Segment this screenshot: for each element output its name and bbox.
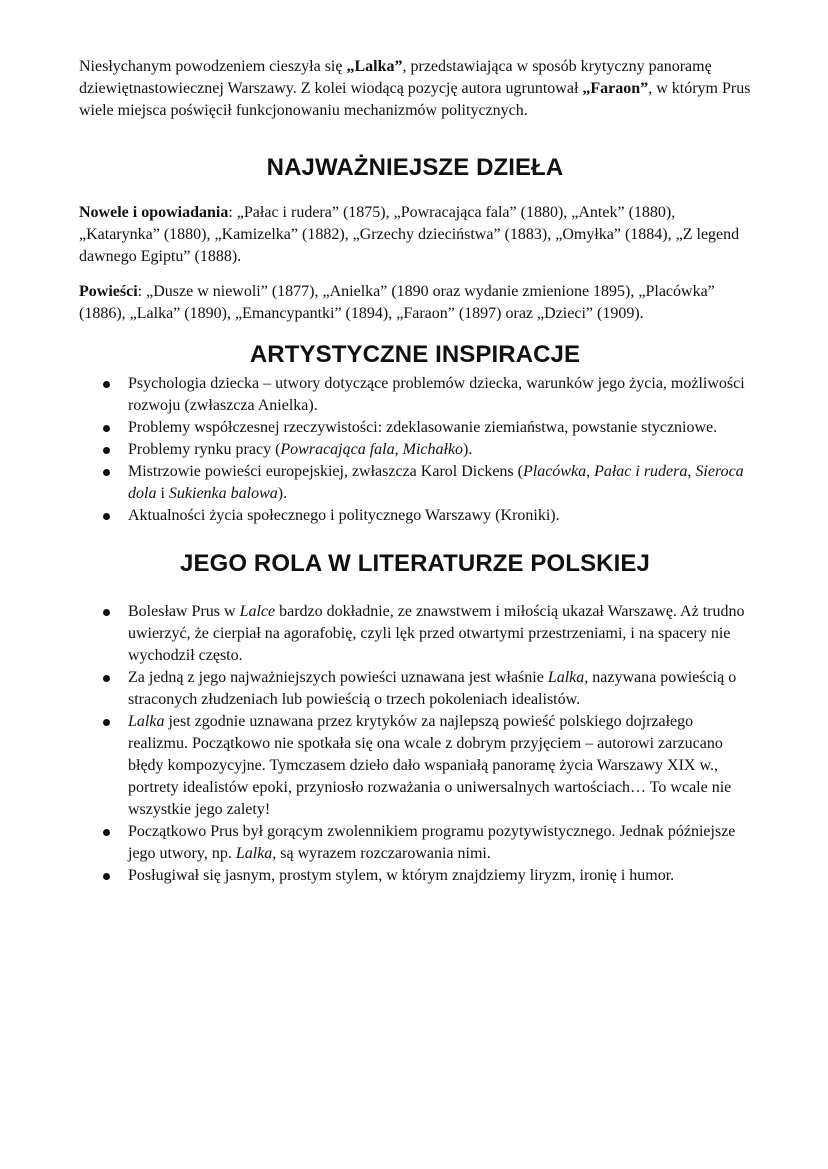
bullet-icon [103, 425, 110, 432]
bullet-icon [103, 447, 110, 454]
separator-text: ). [277, 485, 288, 502]
inspiration-text: Mistrzowie powieści europejskiej, zwłaszcza Karol Dickens ( [128, 463, 523, 480]
intro-paragraph [79, 56, 751, 122]
intro-text-1: Niesłychanym powodzeniem cieszyła się [79, 58, 347, 75]
list-item [79, 417, 751, 439]
bullet-icon [103, 873, 110, 880]
role-text: jest zgodnie uznawana przez krytyków za najlepszą powieść polskiego dojrzałego realizmu. Początkowo nie spotkała się ona wcale z dobrym przyjęciem – autorowi zarzucano błędy kompozycyjne. Tymczasem dzieło dało wspaniałą panoramę życia Warszawy XIX w., portrety idealistów epoki, przyniosło rozważania o uniwersalnych wartościach… To wcale nie wszystkie jego zalety! [128, 713, 732, 818]
role-text: , są wyrazem rozczarowania nimi. [272, 845, 491, 862]
work-title: Sukienka balowa [168, 485, 278, 502]
separator-text: i [156, 485, 169, 502]
work-title: Sieroca dola [128, 463, 744, 502]
document-page [79, 56, 751, 887]
separator-text: , [394, 441, 403, 458]
role-text: bardzo dokładnie, ze znawstwem i miłością ukazał Warszawę. Aż trudno uwierzyć, że cierpiał na agorafobię, czyli lęk przed otwartymi przestrzeniami, i na spacery nie wychodził często. [128, 603, 745, 664]
list-item [79, 373, 751, 417]
list-item [79, 821, 751, 865]
bullet-icon [103, 609, 110, 616]
inspiration-text: Psychologia dziecka – utwory dotyczące problemów dziecka, warunków jego życia, możliwości rozwoju (zwłaszcza Anielka). [128, 375, 745, 414]
nowele-label: Nowele i opowiadania [79, 204, 229, 221]
work-title: Powracająca fala [280, 441, 395, 458]
separator-text: , [586, 463, 595, 480]
list-item [79, 505, 751, 527]
bullet-icon [103, 381, 110, 388]
work-title: Lalka [128, 713, 165, 730]
intro-text-3: , w którym Prus wiele miejsca poświęcił funkcjonowaniu mechanizmów politycznych. [79, 80, 751, 119]
powiesci-label: Powieści [79, 283, 138, 300]
bullet-icon [103, 513, 110, 520]
separator-text: , [687, 463, 696, 480]
bullet-icon [103, 719, 110, 726]
role-list [79, 601, 751, 887]
bullet-icon [103, 829, 110, 836]
list-item [79, 667, 751, 711]
inspiration-text: Problemy rynku pracy ( [128, 441, 281, 458]
work-title: Placówka [522, 463, 587, 480]
nowele-text: : „Pałac i rudera” (1875), „Powracająca fala” (1880), „Antek” (1880), „Katarynka” (1880), „Kamizelka” (1882), „Grzechy dzieciństwa” (1883), „Omyłka” (1884), „Z legend dawnego Egiptu” (1888). [79, 204, 740, 265]
list-item [79, 601, 751, 667]
list-item [79, 711, 751, 821]
inspiration-text: Problemy współczesnej rzeczywistości: zdeklasowanie ziemiaństwa, powstanie styczniowe. [128, 419, 718, 436]
role-text: Posługiwał się jasnym, prostym stylem, w którym znajdziemy liryzm, ironię i humor. [128, 867, 675, 884]
work-title: Pałac i rudera [594, 463, 688, 480]
role-text: Bolesław Prus w [128, 603, 240, 620]
inspiration-text: Aktualności życia społecznego i politycznego Warszawy (Kroniki). [128, 507, 560, 524]
work-title: Lalka, [547, 669, 589, 686]
list-item [79, 865, 751, 887]
bullet-icon [103, 675, 110, 682]
list-item [79, 461, 751, 505]
powiesci-paragraph [79, 281, 751, 325]
intro-text-2: , przedstawiająca w sposób krytyczny panoramę dziewiętnastowiecznej Warszawy. Z kolei wiodącą pozycję autora ugruntował [79, 58, 712, 97]
role-heading: JEGO ROLA W LITERATURZE POLSKIEJ [180, 550, 650, 577]
inspirations-list [79, 373, 751, 527]
role-text: nazywana powieścią o straconych złudzeniach lub powieścią o trzech pokoleniach idealistów. [128, 669, 737, 708]
works-heading: NAJWAŻNIEJSZE DZIEŁA [266, 154, 564, 181]
role-text: Początkowo Prus był gorącym zwolennikiem programu pozytywistycznego. Jednak późniejsze jego utwory, np. [128, 823, 736, 862]
bullet-icon [103, 469, 110, 476]
intro-lalka-title: „Lalka” [346, 58, 403, 75]
inspirations-heading: ARTYSTYCZNE INSPIRACJE [249, 341, 581, 368]
role-text: Za jedną z jego najważniejszych powieści uznawana jest właśnie [128, 669, 548, 686]
separator-text: ). [463, 441, 473, 458]
intro-faraon-title: „Faraon” [582, 80, 649, 97]
work-title: Michałko [402, 441, 464, 458]
list-item [79, 439, 751, 461]
work-title: Lalce [239, 603, 276, 620]
work-title: Lalka [235, 845, 273, 862]
powiesci-text: : „Dusze w niewoli” (1877), „Anielka” (1890 oraz wydanie zmienione 1895), „Placówka” (1886), „Lalka” (1890), „Emancypantki” (1894), „Faraon” (1897) oraz „Dzieci” (1909). [79, 283, 715, 322]
nowele-paragraph [79, 202, 751, 268]
